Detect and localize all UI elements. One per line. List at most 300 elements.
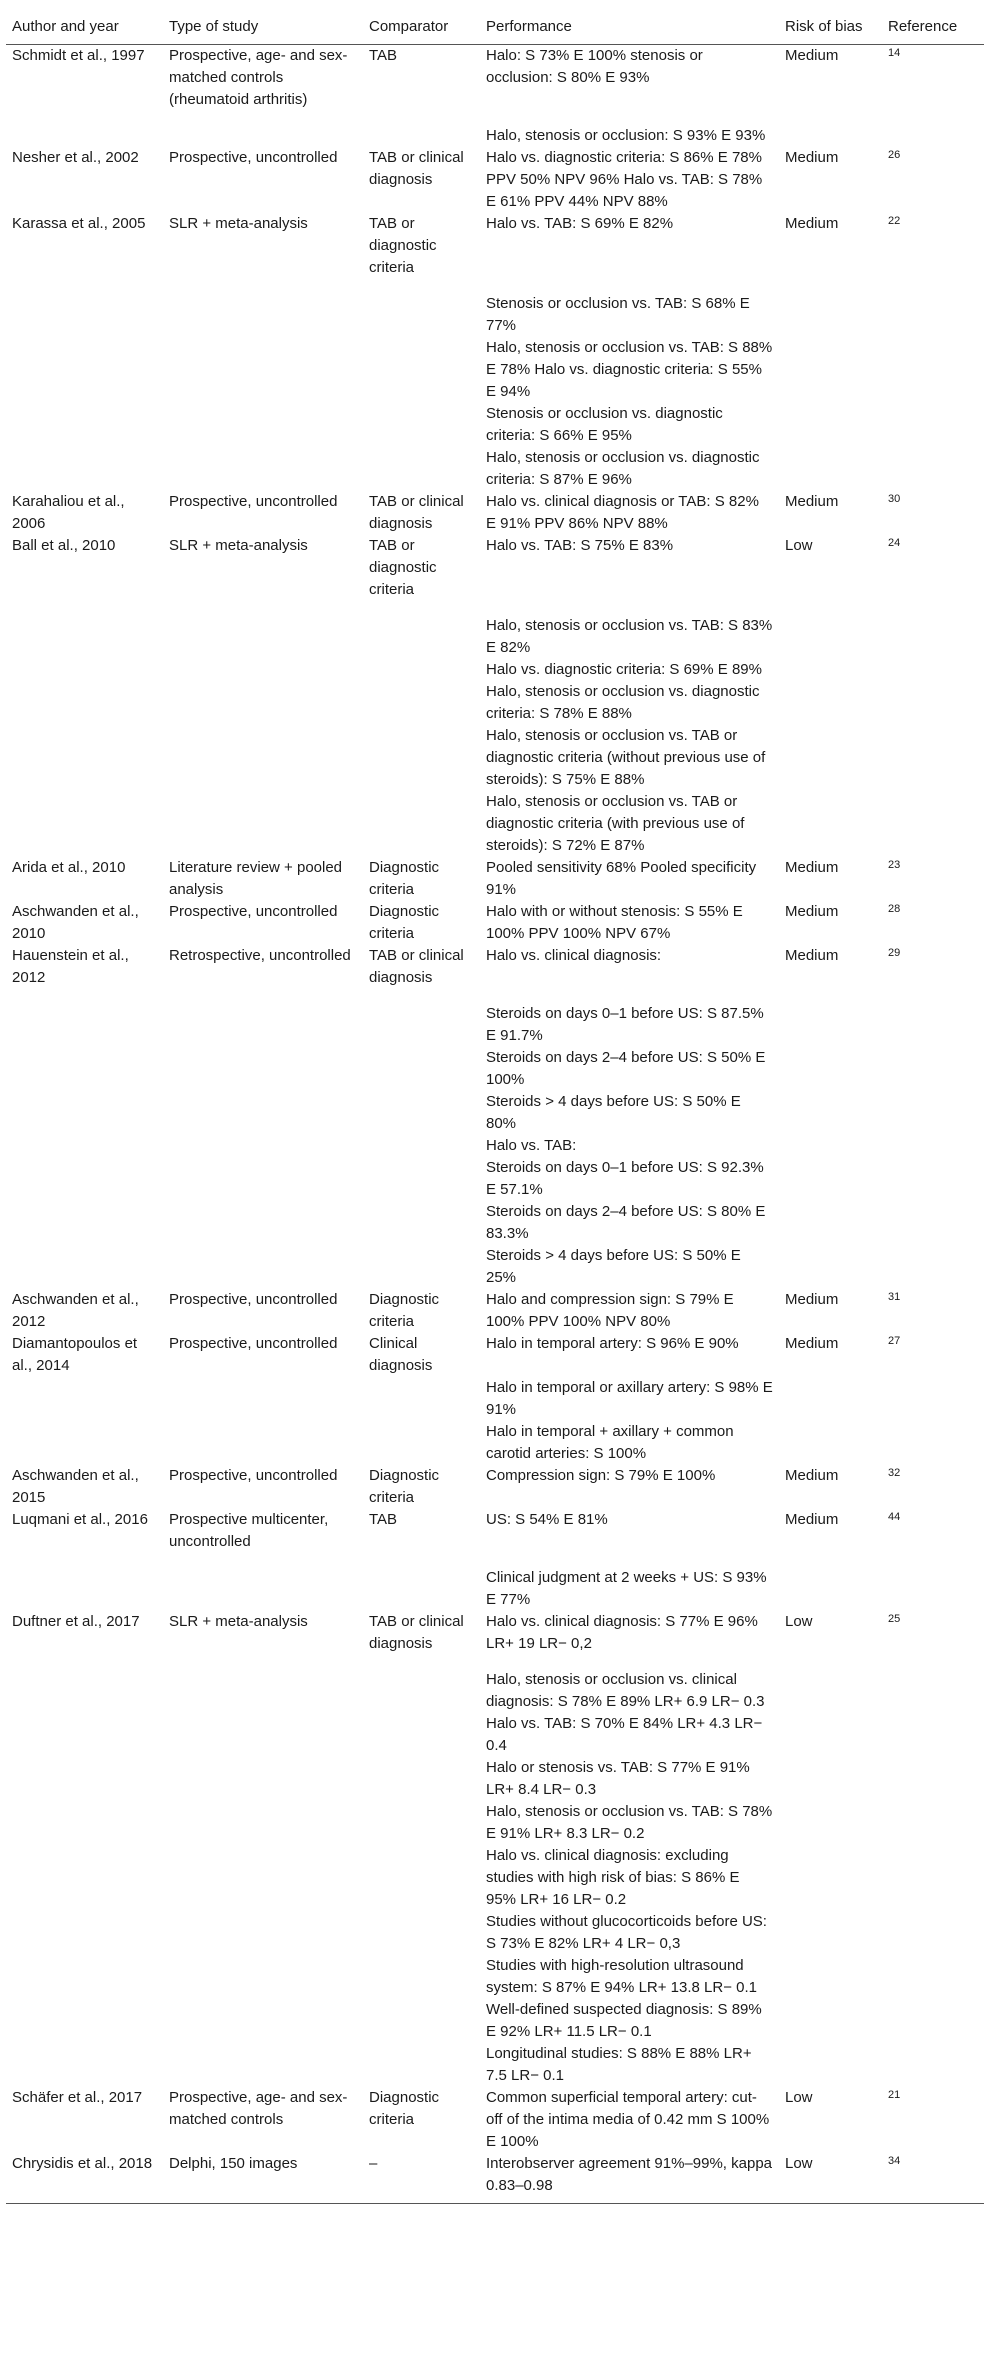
- cell-performance: Halo or stenosis vs. TAB: S 77% E 91% LR+ 8.4 LR− 0.3: [486, 1759, 750, 1798]
- cell-type-of-study: Delphi, 150 images: [169, 2155, 298, 2172]
- cell-type-of-study: [163, 1091, 363, 1135]
- cell-performance: Steroids on days 0–1 before US: S 92.3% E 57.1%: [486, 1159, 764, 1198]
- cell-comparator: [363, 1135, 480, 1157]
- cell-reference: [882, 681, 984, 725]
- cell-type-of-study: [163, 1845, 363, 1911]
- cell-author-year: Schäfer et al., 2017: [12, 2089, 143, 2106]
- cell-performance: Halo vs. TAB:: [486, 1137, 577, 1154]
- cell-risk-of-bias: [779, 1047, 882, 1091]
- cell-risk-of-bias: Medium: [785, 1511, 839, 1528]
- cell-author-year: Aschwanden et al., 2015: [12, 1467, 139, 1506]
- cell-reference: [882, 491, 984, 535]
- cell-author-year: [6, 1669, 163, 1713]
- cell-type-of-study: Prospective, uncontrolled: [169, 1467, 338, 1484]
- row-spacer: [6, 1553, 984, 1567]
- cell-performance: Halo vs. clinical diagnosis or TAB: S 82% E 91% PPV 86% NPV 88%: [486, 493, 759, 532]
- cell-author-year: [6, 2043, 163, 2087]
- cell-author-year: [6, 1201, 163, 1245]
- cell-comparator: [363, 1757, 480, 1801]
- cell-type-of-study: Prospective multicenter, uncontrolled: [169, 1511, 329, 1550]
- cell-reference: [882, 659, 984, 681]
- cell-type-of-study: [163, 1157, 363, 1201]
- cell-author-year: Schmidt et al., 1997: [12, 47, 145, 64]
- cell-author-year: Nesher et al., 2002: [12, 149, 139, 166]
- cell-risk-of-bias: Medium: [785, 1291, 839, 1308]
- cell-performance: Steroids on days 0–1 before US: S 87.5% E 91.7%: [486, 1005, 764, 1044]
- cell-performance: Halo with or without stenosis: S 55% E 100% PPV 100% NPV 67%: [486, 903, 743, 942]
- cell-comparator: [363, 1377, 480, 1421]
- cell-risk-of-bias: [779, 1157, 882, 1201]
- cell-performance: US: S 54% E 81%: [486, 1511, 608, 1528]
- cell-type-of-study: [163, 1003, 363, 1047]
- cell-risk-of-bias: [779, 2043, 882, 2087]
- cell-type-of-study: [163, 1757, 363, 1801]
- table-row: [6, 791, 984, 857]
- table-row: [6, 1611, 984, 1655]
- cell-comparator: [363, 1567, 480, 1611]
- table-row: [6, 1047, 984, 1091]
- cell-type-of-study: Prospective, age- and sex-matched controls: [169, 2089, 348, 2128]
- cell-type-of-study: [163, 1713, 363, 1757]
- cell-reference: [882, 1465, 984, 1509]
- cell-risk-of-bias: Medium: [785, 215, 839, 232]
- cell-comparator: Diagnostic criteria: [369, 903, 440, 942]
- cell-comparator: TAB or diagnostic criteria: [369, 537, 437, 598]
- cell-comparator: [363, 1955, 480, 1999]
- table-row: [6, 615, 984, 659]
- table-row: [6, 1289, 984, 1333]
- table-row: [6, 403, 984, 447]
- cell-reference: [882, 945, 984, 989]
- cell-type-of-study: Prospective, uncontrolled: [169, 903, 338, 920]
- cell-type-of-study: Prospective, uncontrolled: [169, 493, 338, 510]
- cell-author-year: Chrysidis et al., 2018: [12, 2155, 153, 2172]
- cell-reference: [882, 901, 984, 945]
- cell-risk-of-bias: Medium: [785, 947, 839, 964]
- cell-risk-of-bias: [779, 293, 882, 337]
- cell-risk-of-bias: [779, 1377, 882, 1421]
- cell-risk-of-bias: Medium: [785, 493, 839, 510]
- cell-reference: [882, 1421, 984, 1465]
- table-row: [6, 1135, 984, 1157]
- cell-author-year: [6, 659, 163, 681]
- cell-reference: [882, 1091, 984, 1135]
- cell-risk-of-bias: [779, 1845, 882, 1911]
- cell-author-year: [6, 1377, 163, 1421]
- cell-comparator: [363, 1999, 480, 2043]
- cell-performance: Halo vs. TAB: S 75% E 83%: [486, 537, 674, 554]
- cell-type-of-study: [163, 1421, 363, 1465]
- table-row: [6, 1509, 984, 1553]
- cell-author-year: Hauenstein et al., 2012: [12, 947, 129, 986]
- cell-type-of-study: SLR + meta-analysis: [169, 537, 308, 554]
- cell-type-of-study: [163, 447, 363, 491]
- cell-comparator: [363, 447, 480, 491]
- cell-reference: [882, 725, 984, 791]
- cell-comparator: [363, 2043, 480, 2087]
- cell-comparator: TAB or clinical diagnosis: [369, 1613, 464, 1652]
- cell-author-year: [6, 1801, 163, 1845]
- cell-type-of-study: [163, 403, 363, 447]
- reference-number: 34: [888, 2155, 901, 2167]
- cell-reference: [882, 1845, 984, 1911]
- table-row: [6, 337, 984, 403]
- cell-type-of-study: Retrospective, uncontrolled: [169, 947, 351, 964]
- cell-risk-of-bias: [779, 1567, 882, 1611]
- cell-type-of-study: [163, 2043, 363, 2087]
- cell-performance: Clinical judgment at 2 weeks + US: S 93% E 77%: [486, 1569, 767, 1608]
- table-row: [6, 1845, 984, 1911]
- cell-performance: Studies without glucocorticoids before US: S 73% E 82% LR+ 4 LR− 0,3: [486, 1913, 767, 1952]
- cell-type-of-study: [163, 1801, 363, 1845]
- table-row: [6, 125, 984, 147]
- spacer-cell: [6, 279, 984, 293]
- table-row: [6, 901, 984, 945]
- table-row: [6, 535, 984, 601]
- cell-comparator: [363, 125, 480, 147]
- cell-author-year: Ball et al., 2010: [12, 537, 116, 554]
- cell-comparator: TAB or clinical diagnosis: [369, 149, 464, 188]
- cell-comparator: [363, 1421, 480, 1465]
- diagnostic-studies-table: [6, 10, 984, 2204]
- cell-risk-of-bias: [779, 1245, 882, 1289]
- cell-type-of-study: [163, 659, 363, 681]
- cell-performance: Halo, stenosis or occlusion vs. clinical diagnosis: S 78% E 89% LR+ 6.9 LR− 0.3: [486, 1671, 765, 1710]
- cell-reference: [882, 1003, 984, 1047]
- header-reference: Reference: [882, 10, 984, 45]
- cell-performance: Halo, stenosis or occlusion vs. TAB: S 88% E 78% Halo vs. diagnostic criteria: S 55% E 94%: [486, 339, 773, 400]
- cell-author-year: [6, 791, 163, 857]
- cell-reference: [882, 1801, 984, 1845]
- cell-risk-of-bias: Low: [785, 1613, 813, 1630]
- cell-author-year: Luqmani et al., 2016: [12, 1511, 148, 1528]
- row-spacer: [6, 1655, 984, 1669]
- cell-type-of-study: [163, 1245, 363, 1289]
- cell-author-year: [6, 615, 163, 659]
- cell-comparator: [363, 1091, 480, 1135]
- table-row: [6, 1669, 984, 1713]
- reference-number: 27: [888, 1335, 901, 1347]
- spacer-cell: [6, 1553, 984, 1567]
- header-type-of-study: Type of study: [163, 10, 363, 45]
- cell-author-year: [6, 125, 163, 147]
- table-row: [6, 293, 984, 337]
- cell-comparator: [363, 1157, 480, 1201]
- cell-author-year: Arida et al., 2010: [12, 859, 126, 876]
- cell-performance: Halo vs. clinical diagnosis:: [486, 947, 662, 964]
- spacer-cell: [6, 111, 984, 125]
- cell-performance: Steroids > 4 days before US: S 50% E 25%: [486, 1247, 741, 1286]
- cell-reference: [882, 1047, 984, 1091]
- cell-performance: Steroids on days 2–4 before US: S 80% E 83.3%: [486, 1203, 766, 1242]
- cell-reference: [882, 293, 984, 337]
- table-row: [6, 1911, 984, 1955]
- cell-author-year: [6, 403, 163, 447]
- cell-risk-of-bias: Medium: [785, 1467, 839, 1484]
- header-row: [6, 10, 984, 45]
- cell-type-of-study: [163, 1201, 363, 1245]
- table-row: [6, 1377, 984, 1421]
- table-row: [6, 681, 984, 725]
- table-row: [6, 1567, 984, 1611]
- reference-number: 24: [888, 537, 901, 549]
- cell-reference: [882, 1955, 984, 1999]
- cell-author-year: Duftner et al., 2017: [12, 1613, 140, 1630]
- cell-comparator: TAB: [369, 47, 398, 64]
- cell-type-of-study: Prospective, uncontrolled: [169, 1291, 338, 1308]
- cell-reference: [882, 1567, 984, 1611]
- row-spacer: [6, 111, 984, 125]
- cell-reference: [882, 1611, 984, 1655]
- table-row: [6, 1999, 984, 2043]
- cell-risk-of-bias: [779, 1201, 882, 1245]
- cell-author-year: [6, 1911, 163, 1955]
- header-risk-of-bias: Risk of bias: [779, 10, 882, 45]
- cell-author-year: [6, 447, 163, 491]
- cell-author-year: [6, 1713, 163, 1757]
- cell-author-year: [6, 293, 163, 337]
- cell-performance: Halo in temporal artery: S 96% E 90%: [486, 1335, 739, 1352]
- cell-comparator: Clinical diagnosis: [369, 1335, 433, 1374]
- spacer-cell: [6, 989, 984, 1003]
- cell-reference: [882, 125, 984, 147]
- cell-comparator: TAB: [369, 1511, 398, 1528]
- cell-comparator: [363, 403, 480, 447]
- cell-performance: Halo, stenosis or occlusion: S 93% E 93%: [486, 127, 766, 144]
- reference-number: 31: [888, 1291, 901, 1303]
- cell-type-of-study: Prospective, age- and sex-matched controls (rheumatoid arthritis): [169, 47, 348, 108]
- cell-reference: [882, 1157, 984, 1201]
- cell-type-of-study: [163, 1999, 363, 2043]
- cell-type-of-study: [163, 1955, 363, 1999]
- cell-performance: Longitudinal studies: S 88% E 88% LR+ 7.5 LR− 0.1: [486, 2045, 752, 2084]
- reference-number: 14: [888, 47, 901, 59]
- table-body: [6, 45, 984, 2204]
- cell-risk-of-bias: [779, 659, 882, 681]
- cell-comparator: TAB or diagnostic criteria: [369, 215, 437, 276]
- cell-risk-of-bias: [779, 1757, 882, 1801]
- spacer-cell: [6, 601, 984, 615]
- cell-performance: Pooled sensitivity 68% Pooled specificity 91%: [486, 859, 757, 898]
- cell-type-of-study: [163, 1911, 363, 1955]
- cell-comparator: [363, 293, 480, 337]
- cell-author-year: [6, 1047, 163, 1091]
- cell-comparator: [363, 1201, 480, 1245]
- cell-performance: Studies with high-resolution ultrasound system: S 87% E 94% LR+ 13.8 LR− 0.1: [486, 1957, 757, 1996]
- cell-author-year: [6, 681, 163, 725]
- cell-performance: Halo in temporal or axillary artery: S 98% E 91%: [486, 1379, 773, 1418]
- cell-comparator: [363, 659, 480, 681]
- cell-reference: [882, 337, 984, 403]
- cell-type-of-study: [163, 725, 363, 791]
- cell-risk-of-bias: [779, 1713, 882, 1757]
- reference-number: 29: [888, 947, 901, 959]
- cell-risk-of-bias: [779, 791, 882, 857]
- reference-number: 25: [888, 1613, 901, 1625]
- cell-reference: [882, 2087, 984, 2153]
- reference-number: 22: [888, 215, 901, 227]
- cell-risk-of-bias: [779, 1801, 882, 1845]
- cell-performance: Halo vs. TAB: S 69% E 82%: [486, 215, 674, 232]
- cell-risk-of-bias: [779, 1669, 882, 1713]
- table-row: [6, 447, 984, 491]
- cell-risk-of-bias: [779, 1091, 882, 1135]
- cell-type-of-study: Literature review + pooled analysis: [169, 859, 343, 898]
- cell-author-year: [6, 1955, 163, 1999]
- cell-comparator: [363, 1845, 480, 1911]
- cell-comparator: [363, 1801, 480, 1845]
- cell-type-of-study: SLR + meta-analysis: [169, 1613, 308, 1630]
- cell-risk-of-bias: Low: [785, 2089, 813, 2106]
- table-row: [6, 1091, 984, 1135]
- cell-performance: Halo, stenosis or occlusion vs. TAB or diagnostic criteria (without previous use of steroids): S 75% E 88%: [486, 727, 766, 788]
- cell-reference: [882, 1245, 984, 1289]
- cell-type-of-study: [163, 125, 363, 147]
- cell-type-of-study: [163, 791, 363, 857]
- cell-risk-of-bias: Medium: [785, 859, 839, 876]
- cell-comparator: [363, 1047, 480, 1091]
- cell-author-year: Karahaliou et al., 2006: [12, 493, 125, 532]
- cell-reference: [882, 535, 984, 601]
- cell-risk-of-bias: [779, 1421, 882, 1465]
- cell-performance: Halo vs. TAB: S 70% E 84% LR+ 4.3 LR− 0.4: [486, 1715, 763, 1754]
- cell-type-of-study: Prospective, uncontrolled: [169, 149, 338, 166]
- table-row: [6, 1465, 984, 1509]
- cell-performance: Halo in temporal + axillary + common carotid arteries: S 100%: [486, 1423, 734, 1462]
- cell-risk-of-bias: [779, 681, 882, 725]
- cell-reference: [882, 1713, 984, 1757]
- cell-reference: [882, 2153, 984, 2204]
- cell-author-year: [6, 1135, 163, 1157]
- cell-comparator: [363, 1003, 480, 1047]
- cell-author-year: [6, 725, 163, 791]
- cell-risk-of-bias: Low: [785, 537, 813, 554]
- cell-author-year: [6, 1567, 163, 1611]
- cell-reference: [882, 615, 984, 659]
- cell-performance: Halo, stenosis or occlusion vs. diagnostic criteria: S 87% E 96%: [486, 449, 760, 488]
- table-row: [6, 1757, 984, 1801]
- cell-author-year: Aschwanden et al., 2010: [12, 903, 139, 942]
- cell-author-year: Karassa et al., 2005: [12, 215, 146, 232]
- cell-comparator: [363, 1911, 480, 1955]
- cell-performance: Halo: S 73% E 100% stenosis or occlusion: S 80% E 93%: [486, 47, 703, 86]
- cell-type-of-study: [163, 1669, 363, 1713]
- cell-performance: Halo, stenosis or occlusion vs. TAB or diagnostic criteria (with previous use of steroids): S 72% E 87%: [486, 793, 745, 854]
- cell-author-year: [6, 1245, 163, 1289]
- cell-type-of-study: [163, 1567, 363, 1611]
- cell-comparator: Diagnostic criteria: [369, 1291, 440, 1330]
- cell-type-of-study: [163, 681, 363, 725]
- reference-number: 30: [888, 493, 901, 505]
- table-row: [6, 1801, 984, 1845]
- cell-type-of-study: [163, 1047, 363, 1091]
- cell-author-year: [6, 1091, 163, 1135]
- cell-type-of-study: [163, 615, 363, 659]
- cell-performance: Compression sign: S 79% E 100%: [486, 1467, 716, 1484]
- table-row: [6, 1955, 984, 1999]
- cell-risk-of-bias: Low: [785, 2155, 813, 2172]
- cell-author-year: [6, 1421, 163, 1465]
- cell-performance: Well-defined suspected diagnosis: S 89% E 92% LR+ 11.5 LR− 0.1: [486, 2001, 762, 2040]
- cell-risk-of-bias: [779, 1955, 882, 1999]
- cell-reference: [882, 45, 984, 112]
- cell-author-year: [6, 1757, 163, 1801]
- reference-number: 28: [888, 903, 901, 915]
- table-row: [6, 147, 984, 213]
- cell-reference: [882, 1135, 984, 1157]
- cell-performance: Common superficial temporal artery: cut-off of the intima media of 0.42 mm S 100% E 100%: [486, 2089, 770, 2150]
- cell-reference: [882, 1911, 984, 1955]
- cell-reference: [882, 1999, 984, 2043]
- table-row: [6, 2153, 984, 2204]
- cell-reference: [882, 213, 984, 279]
- cell-performance: Halo vs. diagnostic criteria: S 86% E 78% PPV 50% NPV 96% Halo vs. TAB: S 78% E 61% PPV 44% NPV 88%: [486, 149, 763, 210]
- cell-type-of-study: [163, 293, 363, 337]
- table-header: [6, 10, 984, 45]
- cell-reference: [882, 1201, 984, 1245]
- cell-comparator: [363, 1245, 480, 1289]
- cell-performance: Steroids on days 2–4 before US: S 50% E 100%: [486, 1049, 766, 1088]
- table-row: [6, 659, 984, 681]
- cell-performance: Halo vs. clinical diagnosis: S 77% E 96% LR+ 19 LR− 0,2: [486, 1613, 758, 1652]
- row-spacer: [6, 989, 984, 1003]
- reference-number: 26: [888, 149, 901, 161]
- reference-number: 32: [888, 1467, 901, 1479]
- table-row: [6, 1003, 984, 1047]
- header-author-year: Author and year: [6, 10, 163, 45]
- cell-author-year: [6, 1003, 163, 1047]
- cell-comparator: [363, 615, 480, 659]
- table-row: [6, 1333, 984, 1377]
- cell-risk-of-bias: [779, 1999, 882, 2043]
- table-row: [6, 1245, 984, 1289]
- table-row: [6, 2043, 984, 2087]
- cell-comparator: Diagnostic criteria: [369, 1467, 440, 1506]
- table-row: [6, 1201, 984, 1245]
- cell-comparator: [363, 681, 480, 725]
- cell-type-of-study: Prospective, uncontrolled: [169, 1335, 338, 1352]
- cell-reference: [882, 1377, 984, 1421]
- cell-risk-of-bias: [779, 1003, 882, 1047]
- table-row: [6, 1713, 984, 1757]
- cell-risk-of-bias: [779, 447, 882, 491]
- cell-performance: Halo vs. diagnostic criteria: S 69% E 89%: [486, 661, 762, 678]
- cell-performance: Halo, stenosis or occlusion vs. diagnostic criteria: S 78% E 88%: [486, 683, 760, 722]
- cell-comparator: TAB or clinical diagnosis: [369, 493, 464, 532]
- cell-performance: Halo vs. clinical diagnosis: excluding studies with high risk of bias: S 86% E 95% LR+ 16 LR− 0.2: [486, 1847, 740, 1908]
- reference-number: 44: [888, 1511, 901, 1523]
- table-row: [6, 945, 984, 989]
- header-comparator: Comparator: [363, 10, 480, 45]
- cell-type-of-study: [163, 337, 363, 403]
- cell-risk-of-bias: [779, 725, 882, 791]
- cell-performance: Steroids > 4 days before US: S 50% E 80%: [486, 1093, 741, 1132]
- cell-comparator: [363, 1713, 480, 1757]
- cell-risk-of-bias: Medium: [785, 1335, 839, 1352]
- cell-performance: Halo, stenosis or occlusion vs. TAB: S 78% E 91% LR+ 8.3 LR− 0.2: [486, 1803, 773, 1842]
- cell-risk-of-bias: Medium: [785, 47, 839, 64]
- cell-author-year: [6, 1999, 163, 2043]
- cell-reference: [882, 791, 984, 857]
- cell-reference: [882, 1333, 984, 1377]
- cell-author-year: Aschwanden et al., 2012: [12, 1291, 139, 1330]
- cell-reference: [882, 147, 984, 213]
- cell-author-year: [6, 1157, 163, 1201]
- cell-performance: Stenosis or occlusion vs. diagnostic criteria: S 66% E 95%: [486, 405, 723, 444]
- cell-reference: [882, 447, 984, 491]
- table-row: [6, 725, 984, 791]
- table-row: [6, 45, 984, 112]
